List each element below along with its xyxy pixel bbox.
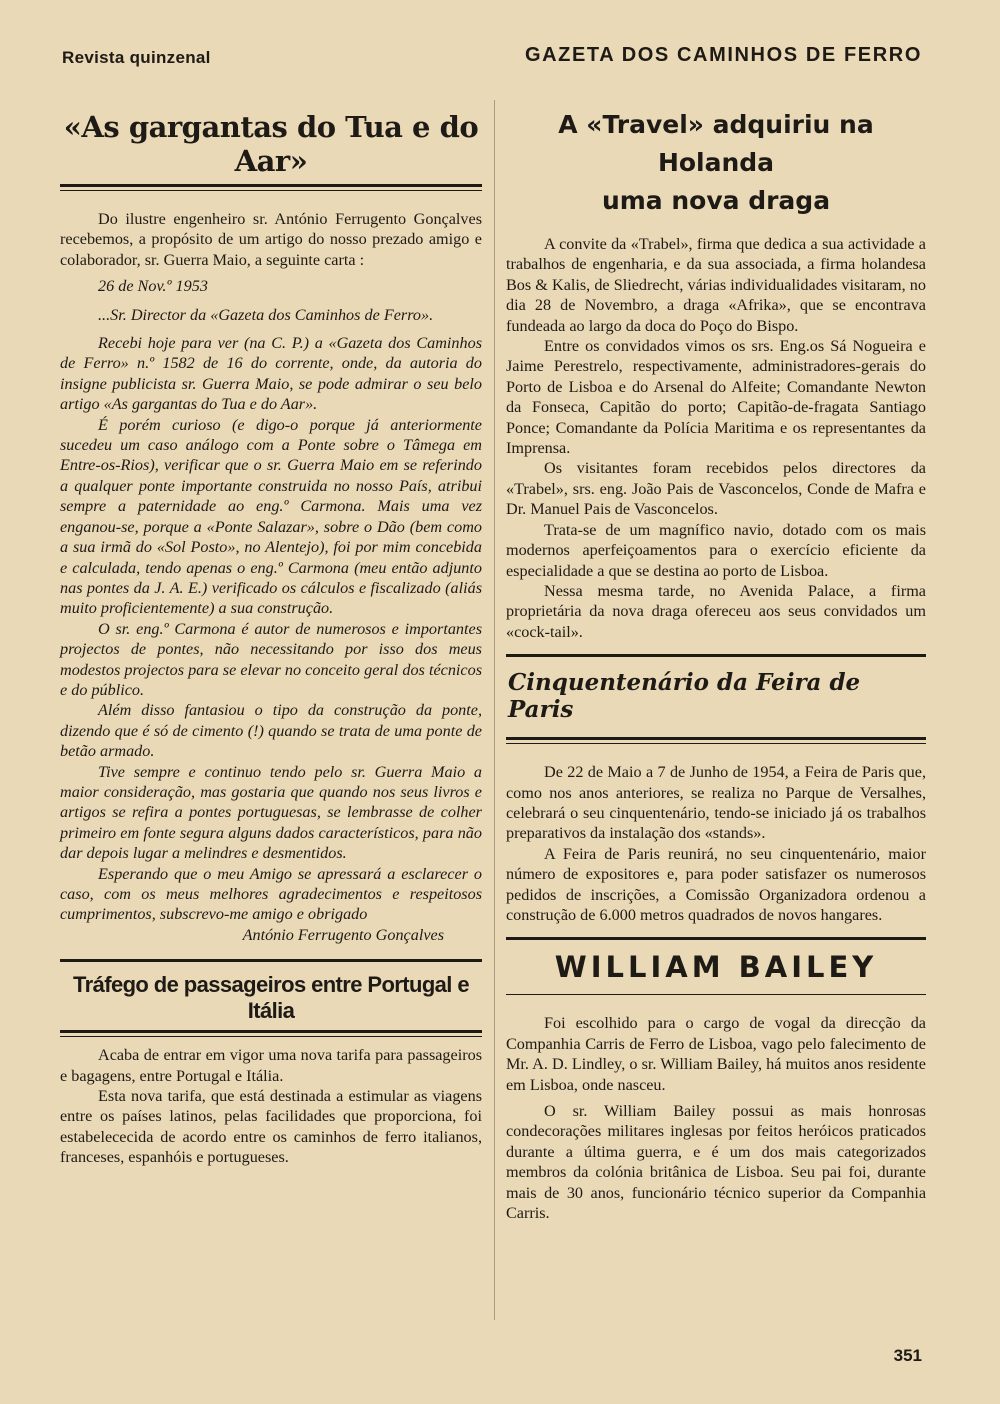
title-rule: [506, 737, 926, 744]
section-rule: [60, 959, 482, 962]
article-travel: [506, 106, 926, 642]
letter-paragraph: O sr. eng.º Carmona é autor de numerosos e importantes projectos de pontes, não necessitando por isso dos meus modestos projectos para se elevar no conceito geral dos técnicos e do público.: [60, 619, 482, 699]
article-title-travel: [506, 106, 926, 220]
article-title-trafego: Tráfego de passageiros entre Portugal e Itália: [73, 972, 469, 1024]
paragraph: Acaba de entrar em vigor uma nova tarifa para passageiros e bagagens, entre Portugal e Itália.: [60, 1046, 482, 1085]
letter-paragraph: É porém curioso (e digo-o porque já anteriormente sucedeu um caso análogo com a Ponte sobre o Tâmega em Entre-os-Rios), verificar que o sr. Guerra Maio em se referindo a qualquer ponte importante construida no nosso País, atribui sempre a paternidade ao eng.º Carmona. Mais uma vez enganou-se, porque a «Ponte Salazar», sobre o Dão (bem como a sua irmã do «Sol Posto», no Alentejo), foi por mim concebida e calculada, tendo apenas o eng.º Carmona (meu então adjunto nas pontes da J. A. E.) verificado os cálculos e fiscalizado (aliás muito proficientemente) a sua construção.: [60, 415, 482, 618]
column-divider: [494, 100, 495, 1320]
letter-paragraph: Esperando que o meu Amigo se apressará a esclarecer o caso, com os meus melhores agradecimentos e respeitosos cumprimentos, subscrevo-me amigo e obrigado: [60, 864, 482, 924]
title-line: A «Travel» adquiriu na Holanda: [558, 110, 874, 177]
paragraph: O sr. William Bailey possui as mais honrosas condecorações militares inglesas por feitos heróicos praticados durante a última guerra, e é um dos mais categorizados membros da colónia britânica de Lisboa. Seu pai foi, durante mais de 30 anos, funcionário técnico superior da Companhia Carris.: [506, 1102, 926, 1223]
running-head-right: GAZETA DOS CAMINHOS DE FERRO: [524, 44, 922, 66]
paragraph: A Feira de Paris reunirá, no seu cinquentenário, maior número de expositores e, para poder satisfazer os numerosos pedidos de inscrições, a Comissão Organizadora ordenou a construção de 6.000 metros quadrados de novos hangares.: [506, 844, 926, 924]
letter-signature: António Ferrugento Gonçalves: [242, 925, 444, 944]
article-feira: [506, 669, 926, 925]
letter-date: 26 de Nov.º 1953: [98, 277, 208, 296]
paragraph: Do ilustre engenheiro sr. António Ferrugento Gonçalves recebemos, a propósito de um artigo do nosso prezado amigo e colaborador, sr. Guerra Maio, a seguinte carta :: [60, 210, 482, 269]
article-title-gargantas: «As gargantas do Tua e do Aar»: [63, 110, 479, 178]
paragraph: Esta nova tarifa, que está destinada a estimular as viagens entre os países latinos, pelas facilidades que proporciona, foi estabelececida de acordo entre os caminhos de ferro italianos, franceses, espanhóis e portugueses.: [60, 1087, 482, 1167]
left-column: [60, 100, 482, 1168]
section-rule: [506, 654, 926, 657]
paragraph: Trata-se de um magnífico navio, dotado com os mais modernos aperfeiçoamentos para o exercício eficiente da especialidade a que se destina ao porto de Lisboa.: [506, 520, 926, 580]
letter-salutation: ...Sr. Director da «Gazeta dos Caminhos de Ferro».: [98, 305, 434, 324]
letter-paragraph: Além disso fantasiou o tipo da construção da ponte, dizendo que é só de cimento (!) quando se trata de uma ponte de betão armado.: [60, 701, 482, 761]
article-title-bailey: WILLIAM BAILEY: [554, 950, 878, 985]
paragraph: Nessa mesma tarde, no Avenida Palace, a firma proprietária da nova draga ofereceu aos seus convidados um «cock-tail».: [506, 581, 926, 641]
title-rule: [60, 1030, 482, 1037]
title-rule: [60, 184, 482, 191]
letter-paragraph: Recebi hoje para ver (na C. P.) a «Gazeta dos Caminhos de Ferro» n.º 1582 de 16 do corrente, onde, da autoria do insigne publicista sr. Guerra Maio, se pode admirar o seu belo artigo «As gargantas do Tua e do Aar».: [60, 334, 482, 414]
article-trafego: [60, 972, 482, 1167]
title-line: uma nova draga: [601, 186, 831, 215]
article-bailey: [506, 950, 926, 1223]
paragraph: A convite da «Trabel», firma que dedica a sua actividade a trabalhos de engenharia, e da sua associada, a firma holandesa Bos & Kalis, de Sliedrecht, várias individualidades visitaram, no dia 28 de Novembro, a draga «Afrika», que se encontrava fundeada ao largo da doca do Poço do Bispo.: [506, 235, 926, 335]
paragraph: Entre os convidados vimos os srs. Eng.os Sá Nogueira e Jaime Perestrelo, respectivamente, administradores-gerais do Porto de Lisboa e do Arsenal do Alfeite; Comandante Newton da Fonseca, Capitão do porto; Capitão-de-fragata Santiago Ponce; Comandante da Polícia Maritima e os representantes da Imprensa.: [506, 337, 926, 458]
article-title-feira: Cinquentenário da Feira de Paris: [508, 669, 861, 724]
letter-paragraph: Tive sempre e continuo tendo pelo sr. Guerra Maio a maior consideração, mas gostaria que quando nos seus livros e artigos se refira a pontes portuguesas, se lembrasse de colher primeiro em fonte segura alguns dados característicos, para não dar depois lugar a melindres e desmentidos.: [60, 762, 482, 863]
paragraph: De 22 de Maio a 7 de Junho de 1954, a Feira de Paris que, como nos anos anteriores, se realiza no Parque de Versalhes, celebrará o seu cinquentenário, tendo-se iniciado já os trabalhos preparativos da instalação dos «stands».: [506, 763, 926, 843]
running-head-left: Revista quinzenal: [62, 48, 211, 67]
right-column: [506, 100, 926, 1223]
paragraph: Os visitantes foram recebidos pelos directores da «Trabel», srs. eng. João Pais de Vasconcelos, Conde de Mafra e Dr. Manuel Pais de Vasconcelos.: [506, 459, 926, 519]
page-number: 351: [893, 1346, 922, 1365]
title-rule: [506, 994, 926, 995]
article-gargantas: [60, 110, 482, 945]
paragraph: Foi escolhido para o cargo de vogal da direcção da Companhia Carris de Ferro de Lisboa, vago pelo falecimento de Mr. A. D. Lindley, o sr. William Bailey, há muitos anos residente em Lisboa, onde nasceu.: [506, 1014, 926, 1094]
section-rule: [506, 937, 926, 940]
